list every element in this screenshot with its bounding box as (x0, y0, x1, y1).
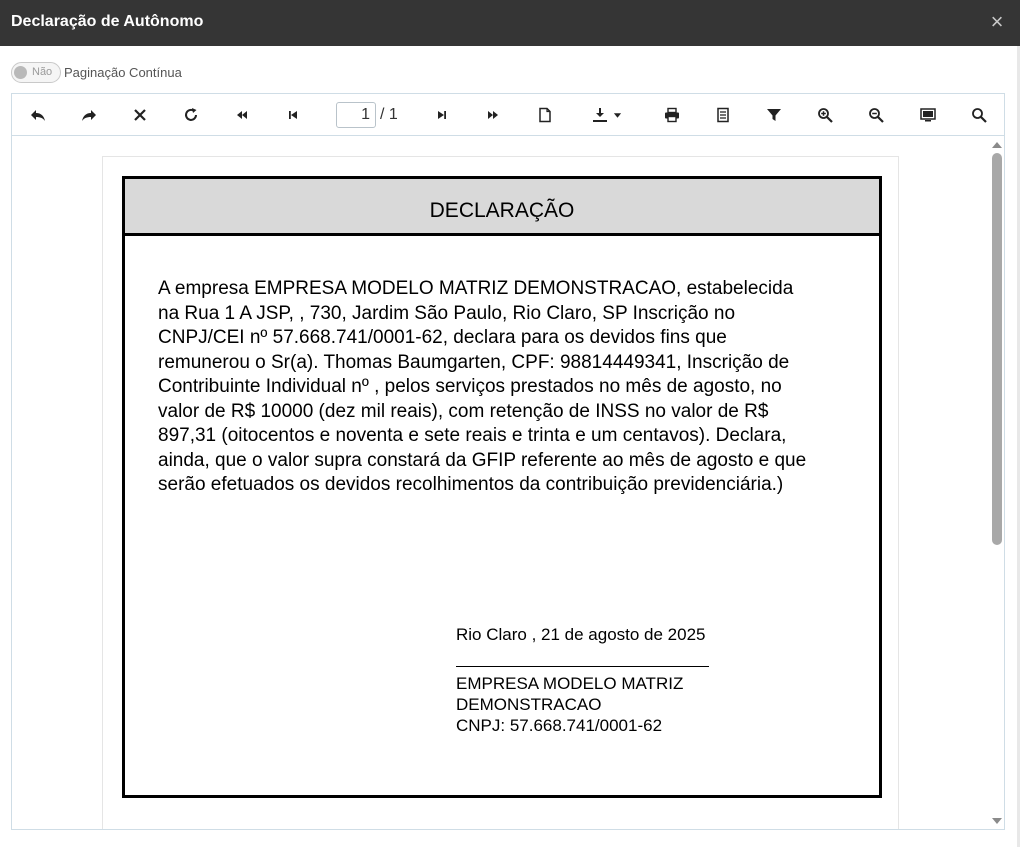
last-page-icon[interactable] (482, 104, 504, 126)
scroll-up-arrow[interactable] (992, 142, 1002, 148)
viewer-toolbar (12, 94, 1004, 136)
close-icon[interactable]: × (990, 9, 1004, 34)
page-number-input[interactable] (336, 102, 376, 128)
toggle-state-label: Não (32, 65, 53, 78)
continuous-pagination-label: Paginação Contínua (64, 64, 182, 80)
zoom-in-icon[interactable] (814, 104, 836, 126)
scroll-thumb[interactable] (992, 153, 1002, 545)
signature-line (456, 666, 709, 667)
new-page-icon[interactable] (534, 104, 556, 126)
print-preview-icon[interactable] (712, 104, 734, 126)
page-total: / 1 (380, 106, 398, 123)
declaration-heading: DECLARAÇÃO (125, 179, 879, 236)
continuous-pagination-toggle[interactable] (11, 62, 61, 83)
report-content-area (12, 137, 1004, 829)
place-date: Rio Claro , 21 de agosto de 2025 (456, 625, 706, 644)
signature-block (456, 624, 716, 736)
signer-name: EMPRESA MODELO MATRIZ DEMONSTRACAO (456, 674, 684, 714)
vertical-scrollbar[interactable] (989, 137, 1004, 829)
download-icon[interactable] (587, 104, 627, 126)
declaration-text: A empresa EMPRESA MODELO MATRIZ DEMONSTRACAO, estabelecida na Rua 1 A JSP, , 730, Jardim São Paulo, Rio Claro, SP Inscrição no CNPJ/CEI nº 57.668.741/0001-62, declara para os devidos fins que remunerou o Sr(a). Thomas Baumgarten, CPF: 98814449341, Inscrição de Contribuinte Individual nº , pelos serviços prestados no mês de agosto, no valor de R$ 10000 (dez mil reais), com retenção de INSS no valor de R$ 897,31 (oitocentos e noventa e sete reais e trinta e um centavos). Declara, ainda, que o valor supra constará da GFIP referente ao mês de agosto e que serão efetuados os devidos recolhimentos da contribuição previdenciária.) (158, 278, 807, 495)
report-viewer (11, 93, 1005, 830)
declaration-frame (122, 176, 882, 798)
signer-cnpj: CNPJ: 57.668.741/0001-62 (456, 716, 663, 735)
zoom-out-icon[interactable] (865, 104, 887, 126)
filter-icon[interactable] (763, 104, 785, 126)
first-page-icon[interactable] (231, 104, 253, 126)
continuous-pagination-row (11, 61, 182, 83)
search-icon[interactable] (968, 104, 990, 126)
undo-icon[interactable] (27, 104, 49, 126)
redo-icon[interactable] (78, 104, 100, 126)
dialog-titlebar (0, 0, 1020, 46)
toggle-knob (14, 66, 27, 79)
cancel-icon[interactable] (129, 104, 151, 126)
refresh-icon[interactable] (180, 104, 202, 126)
prev-page-icon[interactable] (282, 104, 304, 126)
print-icon[interactable] (661, 104, 683, 126)
fullscreen-icon[interactable] (917, 104, 939, 126)
chevron-down-icon (613, 107, 622, 123)
dialog-title: Declaração de Autônomo (11, 13, 204, 30)
report-page (102, 156, 899, 829)
scroll-down-arrow[interactable] (992, 818, 1002, 824)
next-page-icon[interactable] (431, 104, 453, 126)
